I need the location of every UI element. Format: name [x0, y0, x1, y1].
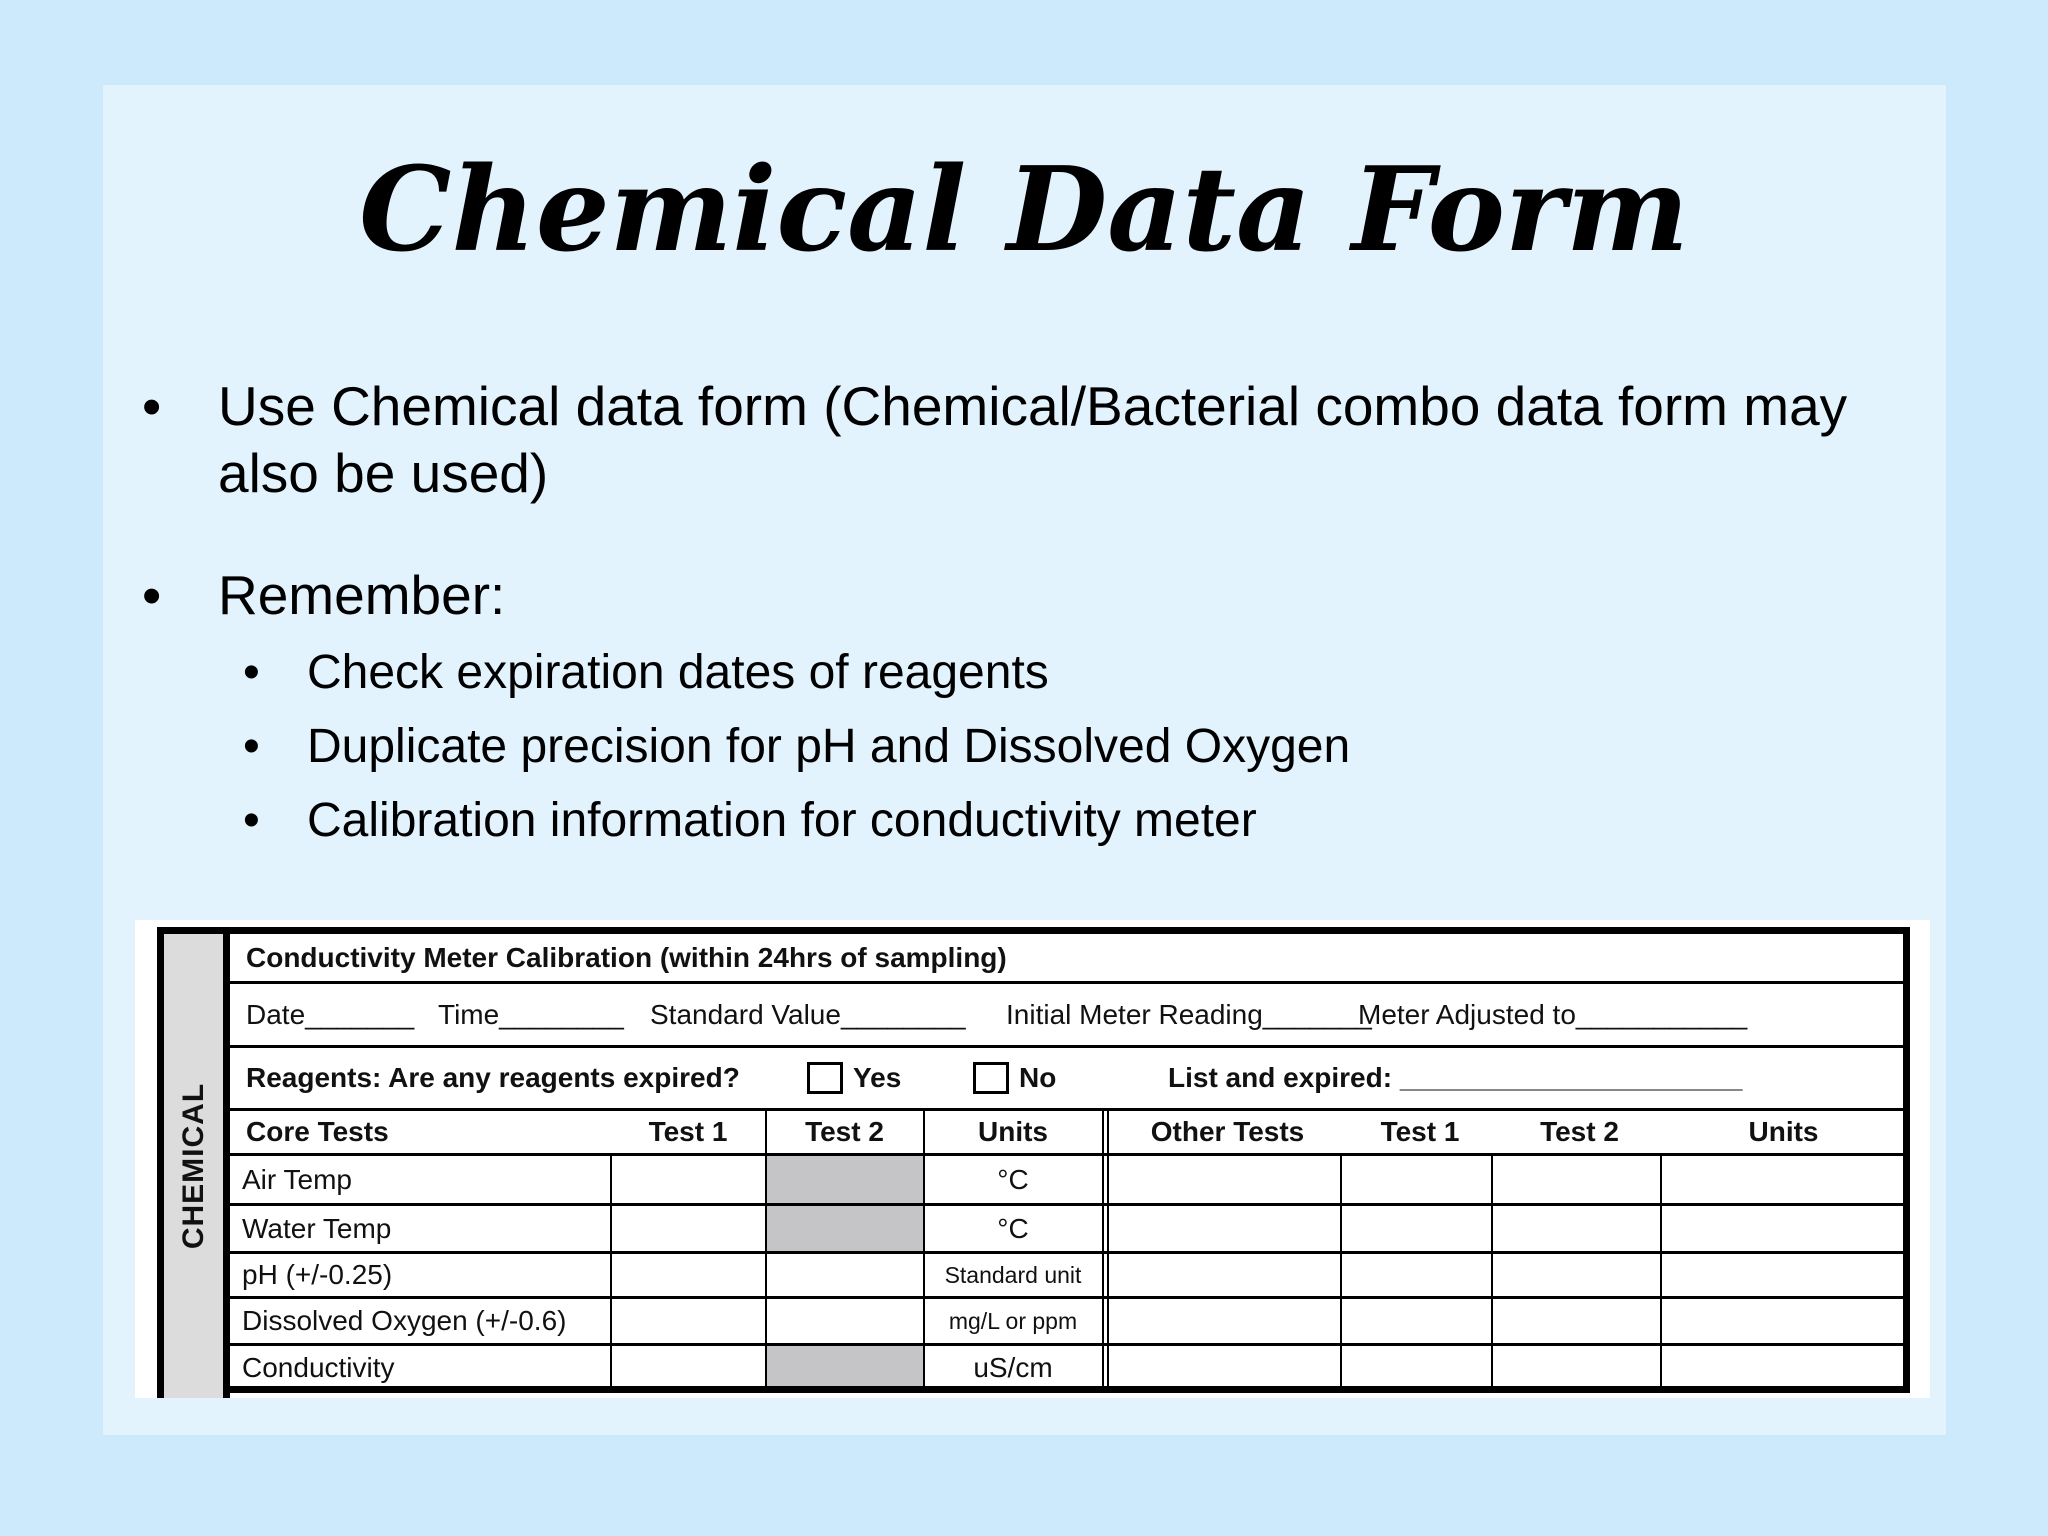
row-units: uS/cm [973, 1351, 1053, 1383]
header-core-units: Units [978, 1116, 1048, 1147]
sub-bullet-text: Calibration information for conductivity meter [307, 794, 1257, 847]
time-field: Time________ [438, 998, 624, 1030]
side-label: CHEMICAL [176, 1082, 210, 1250]
row-units: °C [997, 1163, 1029, 1195]
bullet-text: Use Chemical data form (Chemical/Bacterial combo data form may also be used) [218, 375, 1848, 504]
calibration-title: Conductivity Meter Calibration (within 24hrs of sampling) [246, 941, 1007, 973]
list-expired-label: List and expired: ______________________ [1168, 1062, 1743, 1093]
header-core-tests: Core Tests [246, 1116, 389, 1147]
header-other-test1: Test 1 [1380, 1116, 1460, 1147]
header-other-test2: Test 2 [1540, 1116, 1619, 1147]
row-units: mg/L or ppm [948, 1307, 1078, 1334]
bullet-marker: • [243, 720, 260, 773]
row-units: °C [997, 1212, 1029, 1244]
row-test-name: pH (+/-0.25) [242, 1259, 393, 1290]
row-test-name: Dissolved Oxygen (+/-0.6) [242, 1305, 567, 1336]
sub-bullet-text: Check expiration dates of reagents [307, 646, 1049, 699]
reagents-question: Reagents: Are any reagents expired? [246, 1062, 740, 1093]
row-test-name: Water Temp [242, 1212, 392, 1244]
date-field: Date_______ [246, 998, 415, 1030]
header-other-tests: Other Tests [1150, 1116, 1305, 1147]
row-test-name: Conductivity [242, 1351, 395, 1383]
row-test-name: Air Temp [242, 1163, 352, 1195]
no-label: No [1019, 1062, 1057, 1093]
sub-bullet-text: Duplicate precision for pH and Dissolved Oxygen [307, 720, 1351, 773]
row-units: Standard unit [944, 1261, 1082, 1288]
initial-reading-field: Initial Meter Reading_______ [1006, 998, 1372, 1030]
bullet-marker: • [142, 564, 162, 626]
chemical-form-image [135, 920, 1930, 1398]
form-frame [230, 927, 1910, 1393]
form-side-panel [157, 927, 230, 1398]
header-core-test2: Test 2 [805, 1116, 884, 1147]
bullet-marker: • [243, 794, 260, 847]
header-other-units: Units [1748, 1116, 1819, 1147]
bullet-marker: • [243, 646, 260, 699]
bullet-marker: • [142, 375, 162, 437]
bullet-text: Remember: [218, 564, 506, 626]
slide-title: Chemical Data Form [359, 142, 1689, 278]
yes-label: Yes [853, 1062, 902, 1093]
standard-value-field: Standard Value________ [650, 998, 966, 1030]
meter-adjusted-field: Meter Adjusted to___________ [1358, 998, 1748, 1030]
header-core-test1: Test 1 [648, 1116, 728, 1147]
